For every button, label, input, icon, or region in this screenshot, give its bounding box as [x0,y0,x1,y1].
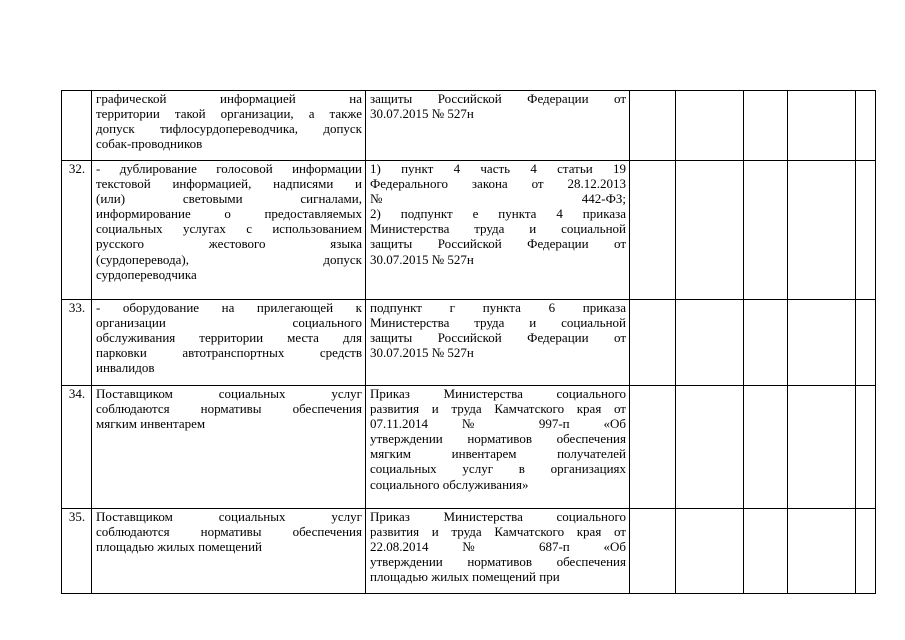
table-row [62,509,876,594]
empty-cell [630,91,676,161]
text-line: парковки автотранспортных средств [96,345,362,361]
empty-cell [744,509,788,594]
row-number [62,91,92,161]
text-line: мягким инвентарем [96,416,206,432]
requirement-cell [92,300,366,386]
table-row [62,91,876,161]
text-line: социальных услугах с использованием [96,221,362,237]
text-line: 30.07.2015 № 527н [370,251,474,267]
empty-cell [856,161,876,300]
empty-cell [630,161,676,300]
text-line: (сурдоперевода), допуск [96,251,362,267]
text-line: (или) световыми сигналами, [96,191,362,207]
table-row [62,386,876,509]
text-line: защиты Российской Федерации от [370,91,626,106]
legal-basis-cell [366,91,630,161]
text-line: сурдопереводчика [96,266,197,282]
text-line: Приказ Министерства социального [370,509,626,524]
text-line: защиты Российской Федерации от [370,236,626,252]
text-line: 30.07.2015 № 527н [370,106,474,122]
text-line: Министерства труда и социальной [370,315,626,331]
text-line: утверждении нормативов обеспечения [370,431,626,447]
empty-cell [788,386,856,509]
row-number: 35. [62,509,92,594]
text-line: информирование о предоставляемых [96,206,362,222]
requirement-cell [92,161,366,300]
text-line: графической информацией на [96,91,362,106]
empty-cell [788,161,856,300]
text-line: 22.08.2014 № 687-п «Об [370,539,626,555]
text-line: № 442-ФЗ; [370,191,626,207]
empty-cell [744,91,788,161]
text-line: собак-проводников [96,136,203,152]
empty-cell [744,300,788,386]
empty-cell [788,509,856,594]
empty-cell [856,509,876,594]
text-line: текстовой информацией, надписями и [96,176,362,192]
empty-cell [856,300,876,386]
text-line: 30.07.2015 № 527н [370,345,474,361]
text-line: социального обслуживания» [370,476,529,492]
text-line: Поставщиком социальных услуг [96,509,362,524]
table-row [62,300,876,386]
text-line: развития и труда Камчатского края от [370,401,626,417]
requirement-cell [92,386,366,509]
text-line: развития и труда Камчатского края от [370,524,626,540]
text-line: 1) пункт 4 часть 4 статьи 19 [370,161,626,176]
empty-cell [788,91,856,161]
legal-basis-cell [366,300,630,386]
empty-cell [856,91,876,161]
empty-cell [676,386,744,509]
text-line: Министерства труда и социальной [370,221,626,237]
empty-cell [788,300,856,386]
empty-cell [630,386,676,509]
text-line: защиты Российской Федерации от [370,330,626,346]
table-row [62,161,876,300]
empty-cell [676,300,744,386]
text-line: русского жестового языка [96,236,362,252]
text-line: Поставщиком социальных услуг [96,386,362,401]
text-line: обслуживания территории места для [96,330,362,346]
text-line: соблюдаются нормативы обеспечения [96,401,362,417]
text-line: утверждении нормативов обеспечения [370,554,626,570]
empty-cell [630,509,676,594]
text-line: - оборудование на прилегающей к [96,300,362,315]
requirement-cell [92,91,366,161]
text-line: территории такой организации, а также [96,106,362,122]
text-line: Федерального закона от 28.12.2013 [370,176,626,192]
row-number: 34. [62,386,92,509]
text-line: - дублирование голосовой информации [96,161,362,176]
empty-cell [676,91,744,161]
requirement-cell [92,509,366,594]
empty-cell [676,509,744,594]
text-line: площадью жилых помещений [96,539,262,555]
requirements-table [61,90,876,594]
empty-cell [676,161,744,300]
text-line: мягким инвентарем получателей [370,446,626,462]
legal-basis-cell [366,161,630,300]
text-line: соблюдаются нормативы обеспечения [96,524,362,540]
text-line: 07.11.2014 № 997-п «Об [370,416,626,432]
text-line: социальных услуг в организациях [370,461,626,477]
text-line: подпункт г пункта 6 приказа [370,300,626,315]
text-line: организации социального [96,315,362,331]
legal-basis-cell [366,386,630,509]
text-line: 2) подпункт е пункта 4 приказа [370,206,626,222]
text-line: площадью жилых помещений при [370,569,560,585]
text-line: инвалидов [96,360,155,376]
empty-cell [744,386,788,509]
row-number: 33. [62,300,92,386]
legal-basis-cell [366,509,630,594]
text-line: Приказ Министерства социального [370,386,626,401]
text-line: допуск тифлосурдопереводчика, допуск [96,121,362,137]
empty-cell [630,300,676,386]
row-number: 32. [62,161,92,300]
empty-cell [744,161,788,300]
empty-cell [856,386,876,509]
